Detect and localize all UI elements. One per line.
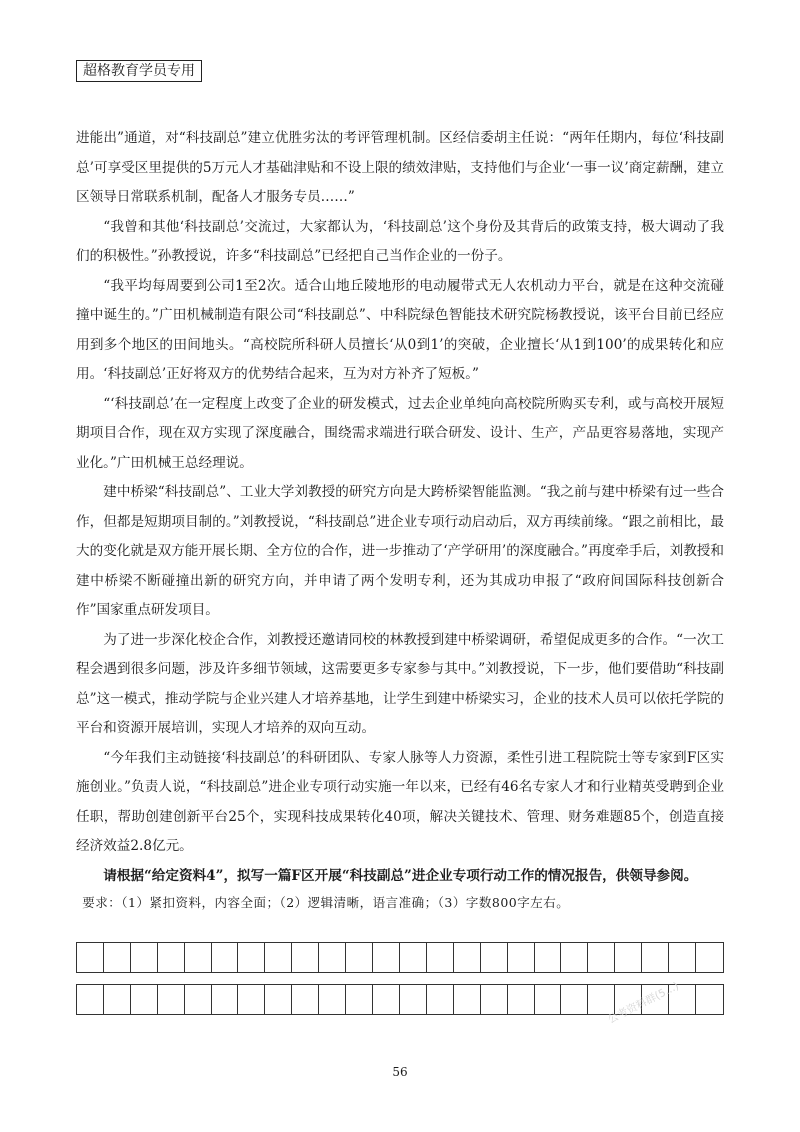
answer-grid-cell[interactable] <box>535 985 562 1014</box>
task-requirements: 要求：（1）紧扣资料，内容全面；（2）逻辑清晰，语言准确；（3）字数800字左右。 <box>82 894 570 910</box>
answer-grid-row[interactable] <box>76 942 724 973</box>
answer-grid-cell[interactable] <box>104 943 131 972</box>
answer-grid-cell[interactable] <box>400 985 427 1014</box>
answer-grid-cell[interactable] <box>265 943 292 972</box>
answer-grid-cell[interactable] <box>238 943 265 972</box>
answer-grid-cell[interactable] <box>615 943 642 972</box>
paragraph-7: “今年我们主动链接‘科技副总’的科研团队、专家人脉等人力资源，柔性引进工程院院士等专家到F区实施创业。”负责人说，“科技副总”进企业专项行动实施一年以来，已经有46名专家人才和行业精英受聘到企业任职，帮助创建创新平台25个，实现科技成果转化40项，解决关键技术、管理、财务难题85个，创造直接经济效益2.8亿元。 <box>76 749 724 854</box>
answer-grid-cell[interactable] <box>238 985 265 1014</box>
answer-grid-cell[interactable] <box>346 985 373 1014</box>
answer-grid-cell[interactable] <box>131 985 158 1014</box>
answer-grid-cell[interactable] <box>131 943 158 972</box>
answer-grid-cell[interactable] <box>319 943 346 972</box>
answer-grid-cell[interactable] <box>481 985 508 1014</box>
page-number: 56 <box>392 1065 408 1079</box>
answer-grid-cell[interactable] <box>588 943 615 972</box>
answer-grid-cell[interactable] <box>185 985 212 1014</box>
paragraph-2: “我曾和其他‘科技副总’交流过，大家都认为，‘科技副总’这个身份及其背后的政策支持，极大调动了我们的积极性。”孙教授说，许多“科技副总”已经把自己当作企业的一份子。 <box>76 218 724 264</box>
answer-grid-cell[interactable] <box>427 985 454 1014</box>
answer-grid-cell[interactable] <box>508 985 535 1014</box>
answer-grid-cell[interactable] <box>265 985 292 1014</box>
answer-grid-cell[interactable] <box>535 943 562 972</box>
answer-grid-cell[interactable] <box>292 985 319 1014</box>
paragraph-5: 建中桥梁“科技副总”、工业大学刘教授的研究方向是大跨桥梁智能监测。“我之前与建中桥梁有过一些合作，但都是短期项目制的。”刘教授说，“科技副总”进企业专项行动启动后，双方再续前缘。“跟之前相比，最大的变化就是双方能开展长期、全方位的合作，进一步推动了‘产学研用’的深度融合。”再度牵手后，刘教授和建中桥梁不断碰撞出新的研究方向，并申请了两个发明专利，还为其成功申报了“政府间国际科技创新合作”国家重点研发项目。 <box>76 484 724 618</box>
answer-grid-cell[interactable] <box>454 985 481 1014</box>
answer-grid-cell[interactable] <box>508 943 535 972</box>
answer-grid-cell[interactable] <box>427 943 454 972</box>
paragraph-1: 进能出”通道，对“科技副总”建立优胜劣汰的考评管理机制。区经信委胡主任说：“两年任期内，每位‘科技副总’可享受区里提供的5万元人才基础津贴和不设上限的绩效津贴，支持他们与企业‘一事一议’商定薪酬，建立区领导日常联系机制，配备人才服务专员……” <box>76 130 724 205</box>
answer-grid-cell[interactable] <box>104 985 131 1014</box>
answer-grid-cell[interactable] <box>158 985 185 1014</box>
answer-grid-cell[interactable] <box>696 943 723 972</box>
answer-grid-cell[interactable] <box>696 985 723 1014</box>
paragraph-3: “我平均每周要到公司1至2次。适合山地丘陵地形的电动履带式无人农机动力平台，就是在这种交流碰撞中诞生的。”广田机械制造有限公司“科技副总”、中科院绿色智能技术研究院杨教授说，该平台目前已经应用到多个地区的田间地头。“高校院所科研人员擅长‘从0到1’的突破，企业擅长‘从1到100’的成果转化和应用。‘科技副总’正好将双方的优势结合起来，互为对方补齐了短板。” <box>76 277 724 382</box>
answer-grid-cell[interactable] <box>77 985 104 1014</box>
answer-grid-cell[interactable] <box>158 943 185 972</box>
answer-grid-cell[interactable] <box>454 943 481 972</box>
answer-grid-cell[interactable] <box>561 985 588 1014</box>
answer-grid-cell[interactable] <box>400 943 427 972</box>
task-instruction: 请根据“给定资料4”，拟写一篇F区开展“科技副总”进企业专项行动工作的情况报告，供领导参阅。 <box>103 867 698 884</box>
answer-grid-cell[interactable] <box>669 943 696 972</box>
answer-grid-cell[interactable] <box>212 943 239 972</box>
answer-grid-cell[interactable] <box>319 985 346 1014</box>
answer-grid-cell[interactable] <box>292 943 319 972</box>
watermark: 公考资料群(5…) <box>606 980 681 1027</box>
answer-grid-cell[interactable] <box>642 943 669 972</box>
answer-grid-cell[interactable] <box>185 943 212 972</box>
answer-grid-cell[interactable] <box>77 943 104 972</box>
answer-grid-cell[interactable] <box>373 985 400 1014</box>
header-label: 超格教育学员专用 <box>76 60 202 82</box>
answer-grid-cell[interactable] <box>346 943 373 972</box>
answer-grid-cell[interactable] <box>561 943 588 972</box>
answer-grid-cell[interactable] <box>373 943 400 972</box>
document-body <box>76 124 724 915</box>
paragraph-6: 为了进一步深化校企合作，刘教授还邀请同校的林教授到建中桥梁调研，希望促成更多的合作。“一次工程会遇到很多问题，涉及许多细节领域，这需要更多专家参与其中。”刘教授说，下一步，他们要借助“科技副总”这一模式，推动学院与企业兴建人才培养基地，让学生到建中桥梁实习，企业的技术人员可以依托学院的平台和资源开展培训，实现人才培养的双向互动。 <box>76 631 724 736</box>
answer-grid-cell[interactable] <box>212 985 239 1014</box>
paragraph-4: “‘科技副总’在一定程度上改变了企业的研发模式，过去企业单纯向高校院所购买专利，或与高校开展短期项目合作，现在双方实现了深度融合，围绕需求端进行联合研发、设计、生产，产品更容易落地，实现产业化。”广田机械王总经理说。 <box>76 395 724 471</box>
answer-grid-cell[interactable] <box>481 943 508 972</box>
